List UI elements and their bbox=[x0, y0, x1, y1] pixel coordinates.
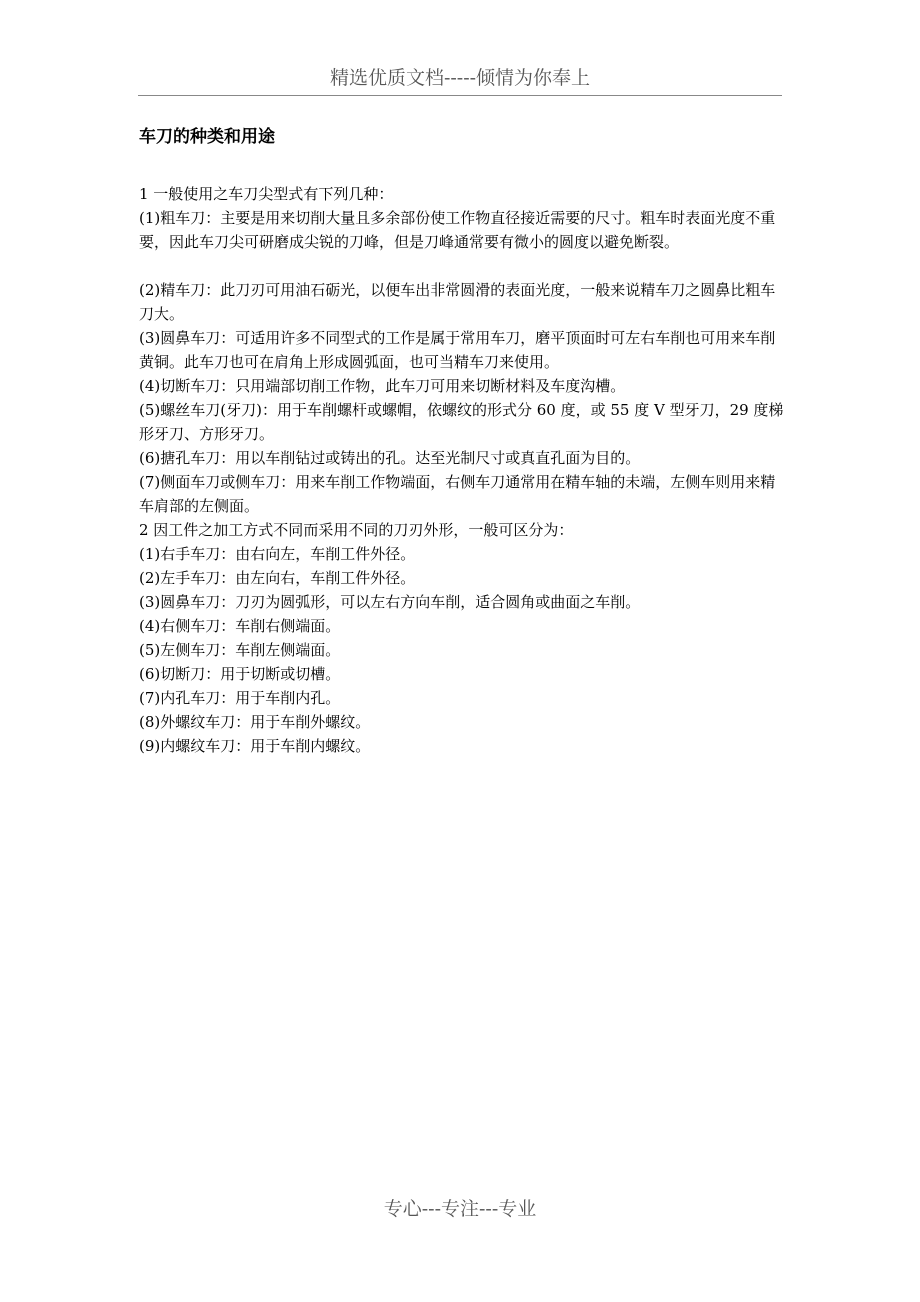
paragraph: (1)粗车刀：主要是用来切削大量且多余部份使工作物直径接近需要的尺寸。粗车时表面光度不重要，因此车刀尖可研磨成尖锐的刀峰，但是刀峰通常要有微小的圆度以避免断裂。 bbox=[139, 209, 776, 251]
paragraph: (4)切断车刀：只用端部切削工作物，此车刀可用来切断材料及车度沟槽。 bbox=[139, 377, 626, 395]
paragraph: (3)圆鼻车刀：可适用许多不同型式的工作是属于常用车刀，磨平顶面时可左右车削也可用来车削黄铜。此车刀也可在肩角上形成圆弧面，也可当精车刀来使用。 bbox=[139, 329, 776, 371]
paragraph: (5)左侧车刀：车削左侧端面。 bbox=[139, 641, 341, 659]
paragraph: (6)搪孔车刀：用以车削钻过或铸出的孔。达至光制尺寸或真直孔面为目的。 bbox=[139, 449, 641, 467]
paragraph: (7)内孔车刀：用于车削内孔。 bbox=[139, 689, 341, 707]
header-divider bbox=[138, 95, 782, 96]
paragraph: 1 一般使用之车刀尖型式有下列几种： bbox=[139, 185, 394, 203]
paragraph: (8)外螺纹车刀：用于车削外螺纹。 bbox=[139, 713, 371, 731]
paragraph: (3)圆鼻车刀：刀刃为圆弧形，可以左右方向车削，适合圆角或曲面之车削。 bbox=[139, 593, 641, 611]
paragraph: (2)左手车刀：由左向右，车削工件外径。 bbox=[139, 569, 416, 587]
paragraph: (2)精车刀：此刀刃可用油石砺光，以便车出非常圆滑的表面光度，一般来说精车刀之圆鼻比粗车刀大。 bbox=[139, 281, 776, 323]
paragraph: 2 因工件之加工方式不同而采用不同的刀刃外形，一般可区分为： bbox=[139, 521, 574, 539]
paragraph-gap bbox=[139, 254, 789, 278]
paragraph: (5)螺丝车刀(牙刀)：用于车削螺杆或螺帽，依螺纹的形式分 60 度，或 55 度 V 型牙刀，29 度梯形牙刀、方形牙刀。 bbox=[139, 401, 784, 443]
document-title: 车刀的种类和用途 bbox=[139, 127, 275, 147]
paragraph: (6)切断刀：用于切断或切槽。 bbox=[139, 665, 341, 683]
paragraph: (9)内螺纹车刀：用于车削内螺纹。 bbox=[139, 737, 371, 755]
paragraph: (1)右手车刀：由右向左，车削工件外径。 bbox=[139, 545, 416, 563]
paragraph: (7)侧面车刀或侧车刀：用来车削工作物端面，右侧车刀通常用在精车轴的未端，左侧车则用来精车肩部的左侧面。 bbox=[139, 473, 776, 515]
paragraph: (4)右侧车刀：车削右侧端面。 bbox=[139, 617, 341, 635]
page-header: 精选优质文档-----倾情为你奉上 bbox=[329, 67, 591, 89]
page-footer: 专心---专注---专业 bbox=[383, 1198, 537, 1220]
document-body bbox=[139, 182, 789, 758]
